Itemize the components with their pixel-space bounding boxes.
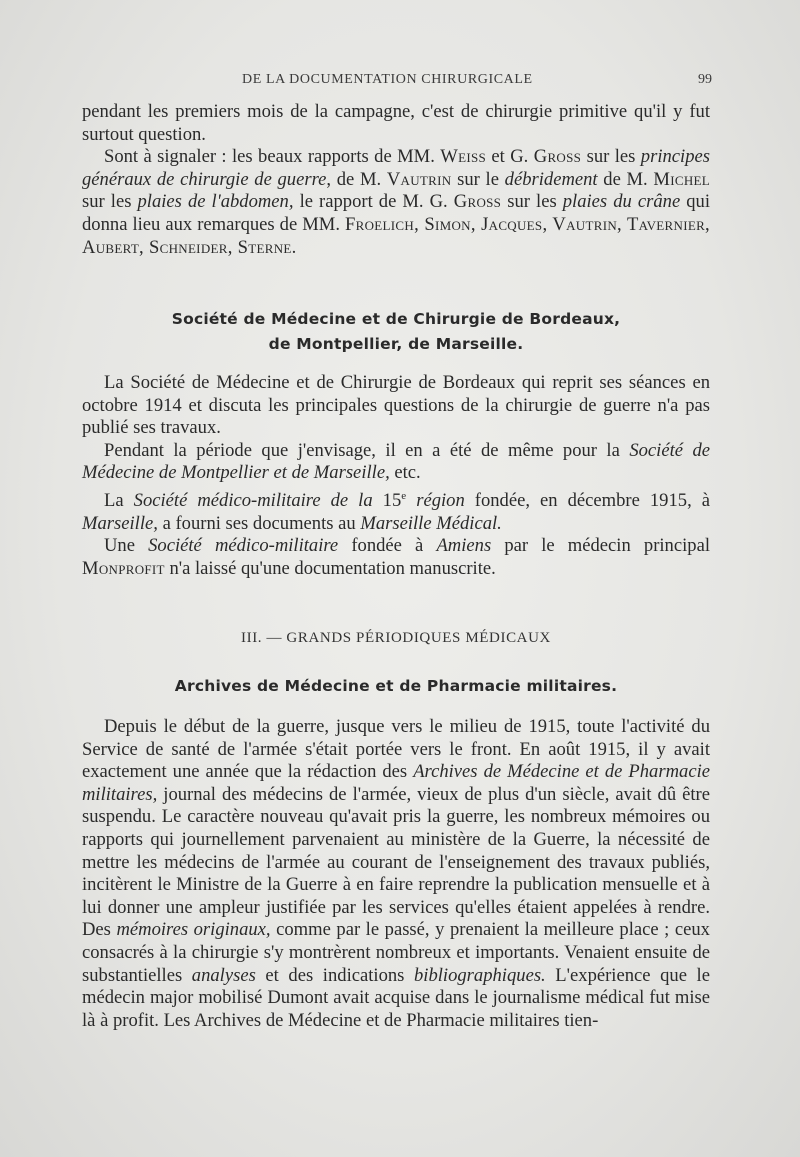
report-title: principes généraux de chirurgie de guerre xyxy=(82,146,710,190)
societe-paragraph-1: La Société de Médecine et de Chirurgie de Bordeaux qui reprit ses séances en octobre 1914 et discuta les principales questions de la chirurgie de guerre n'a pas publié ses travaux. xyxy=(82,372,710,439)
societe-block xyxy=(82,372,710,581)
societe-paragraph-2: Pendant la période que j'envisage, il en a été de même pour la Société de Médecine de Montpellier et de Marseille, etc. xyxy=(82,439,710,484)
author-name: Vautrin xyxy=(386,168,452,190)
intro-block xyxy=(82,101,710,259)
archives-block xyxy=(82,716,710,1032)
author-name: Monprofit xyxy=(82,557,165,579)
societe-heading-line-1: Société de Médecine et de Chirurgie de Bordeaux, xyxy=(171,310,621,328)
intro-paragraph-1: pendant les premiers mois de la campagne, c'est de chirurgie primitive qu'il y fut surtout question. xyxy=(82,101,710,145)
author-name: Gross xyxy=(533,146,582,168)
societe-paragraph-4: Une Société médico-militaire fondée à Amiens par le médecin principal Monprofit n'a laissé qu'une documentation manuscrite. xyxy=(82,535,710,579)
running-title: DE LA DOCUMENTATION CHIRURGICALE xyxy=(242,72,533,87)
report-title: débridement xyxy=(504,168,598,190)
intro-paragraph-2: Sont à signaler : les beaux rapports de MM. Weiss et G. Gross sur les principes généraux de chirurgie de guerre, de M. Vautrin sur le débridement de M. Michel sur les plaies de l'abdomen, le rapport de M. G. Gross sur les plaies du crâne qui donna lieu aux remarques de MM. Froelich, Simon, Jacques, Vautrin, Tavernier, Aubert, Schneider, Sterne. xyxy=(82,146,711,258)
report-title: plaies du crâne xyxy=(562,191,681,213)
author-name: Michel xyxy=(653,168,710,190)
page-number: 99 xyxy=(698,72,712,87)
societe-paragraph-3: La Société médico-militaire de la 15e région fondée, en décembre 1915, à Marseille, a fourni ses documents au Marseille Médical. xyxy=(82,489,710,534)
archives-paragraph-1: Depuis le début de la guerre, jusque vers le milieu de 1915, toute l'activité du Service de santé de l'armée s'était portée vers le front. En août 1915, il y avait exactement une année que la rédaction des Archives de Médecine et de Pharmacie militaires, journal des médecins de l'armée, vieux de plus d'un siècle, avait dû être suspendu. Le caractère nouveau qu'avait pris la guerre, les nombreux mémoires ou rapports qui journellement parvenaient au ministère de la Guerre, la nécessité de mettre les médecins de l'armée au courant de l'enseignement des travaux publiés, incitèrent le Ministre de la Guerre à en faire reprendre la publication mensuelle et à lui donner une ampleur justifiée par les services qu'elles étaient appelées à rendre. Des mémoires originaux, comme par le passé, y prenaient la meilleure place ; ceux consacrés à la chirurgie s'y montrèrent nombreux et importants. Venaient ensuite de substantielles analyses et des indications bibliographiques. L'expérience que le médecin major mobilisé Dumont avait acquise dans le journalisme médical fut mise là à profit. Les Archives de Médecine et de Pharmacie militaires tien- xyxy=(82,716,710,1031)
author-name: Weiss xyxy=(440,146,487,168)
section-title-iii: III. — GRANDS PÉRIODIQUES MÉDICAUX xyxy=(241,630,551,646)
running-head xyxy=(82,72,712,94)
author-names-list: Froelich, Simon, Jacques, Vautrin, Tavernier, Aubert, Schneider, Sterne xyxy=(82,213,711,258)
author-name: Gross xyxy=(453,191,502,213)
societe-heading xyxy=(82,307,710,357)
societe-heading-line-2: de Montpellier, de Marseille. xyxy=(268,335,524,353)
report-title: plaies de l'abdomen, xyxy=(137,191,294,213)
archives-heading: Archives de Médecine et de Pharmacie militaires. xyxy=(174,677,618,695)
